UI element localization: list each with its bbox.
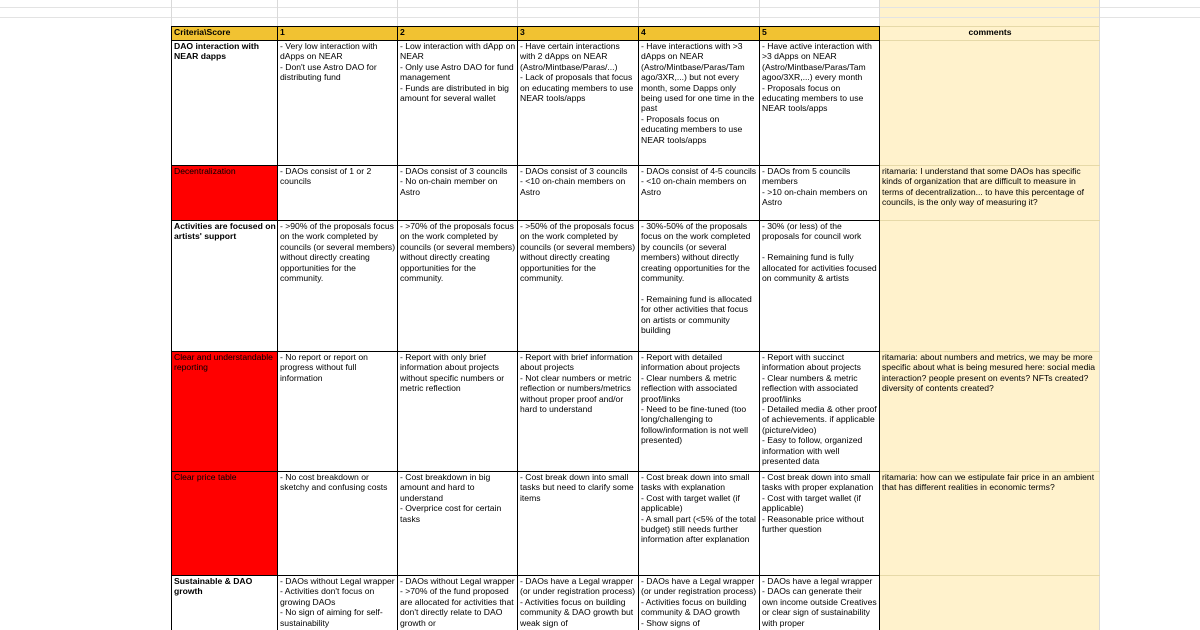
- cell-text-line: - Remaining fund is allocated for other activities that focus on artists or community building: [641, 293, 752, 336]
- cell-text-line: - DAOs without Legal wrapper: [400, 576, 515, 586]
- cell-text-line: - Cost break down into small tasks but need to clarify some items: [520, 472, 634, 503]
- score-cell[interactable]: [639, 352, 760, 472]
- header-score-cell[interactable]: 3: [518, 27, 639, 41]
- cell-text-line: - Cost breakdown in big amount and hard to understand: [400, 472, 491, 503]
- score-cell[interactable]: [518, 166, 639, 221]
- score-cell[interactable]: [398, 41, 518, 166]
- score-cell[interactable]: [639, 221, 760, 352]
- cell-text-line: - No report or report on progress without full information: [280, 352, 368, 383]
- score-cell[interactable]: [760, 576, 880, 630]
- rubric-row: [172, 166, 1100, 221]
- comment-cell[interactable]: [880, 576, 1100, 630]
- cell-text-line: - DAOs have a Legal wrapper (or under registration process): [520, 576, 636, 597]
- rubric-row: [172, 352, 1100, 472]
- cell-text-line: - Lack of proposals that focus on educating members to use NEAR tools/apps: [520, 72, 634, 104]
- cell-text-line: - 30% (or less) of the proposals for council work: [762, 221, 862, 242]
- rubric-table: [171, 26, 1100, 630]
- score-cell[interactable]: [278, 352, 398, 472]
- score-cell[interactable]: [278, 221, 398, 352]
- cell-text-line: - A small part (<5% of the total budget) still needs further information after explanation: [641, 513, 756, 545]
- gridline: [879, 0, 880, 26]
- cell-text-line: - DAOs can generate their own income outside Creatives or clear sign of sustainability with proper: [762, 586, 877, 628]
- cell-text-line: - Report with detailed information about projects: [641, 352, 740, 373]
- gridline: [1099, 0, 1100, 26]
- cell-text-line: [641, 283, 758, 293]
- cell-text-line: - Need to be fine-tuned (too long/challenging to follow/information is not well presented): [641, 404, 748, 446]
- score-cell[interactable]: [760, 472, 880, 576]
- cell-text-line: - Proposals focus on educating members to use NEAR tools/apps: [762, 82, 864, 114]
- score-cell[interactable]: [639, 41, 760, 166]
- cell-text-line: - Only use Astro DAO for fund management: [400, 61, 514, 83]
- score-cell[interactable]: [278, 576, 398, 630]
- comment-cell[interactable]: ritamaria: how can we estipulate fair price in an ambient that has different realities in economic terms?: [880, 472, 1100, 576]
- cell-text-line: - Cost break down into small tasks with proper explanation: [762, 472, 874, 493]
- cell-text-line: - >70% of the proposals focus on the work completed by councils (or several members) without directly creating opportunities for the community.: [400, 221, 516, 284]
- cell-text-line: - Show signs of: [641, 617, 700, 628]
- cell-text-line: - Cost break down into small tasks with explanation: [641, 472, 750, 493]
- header-score-cell[interactable]: 5: [760, 27, 880, 41]
- cell-text-line: - Report with only brief information about projects without specific numbers or metric reflection: [400, 352, 505, 394]
- score-cell[interactable]: [760, 166, 880, 221]
- cell-text-line: - DAOs consist of 1 or 2 councils: [280, 166, 372, 187]
- cell-text-line: - >10 on-chain members on Astro: [762, 186, 868, 208]
- cell-text-line: - Report with brief information about projects: [520, 352, 633, 373]
- cell-text-line: - Overprice cost for certain tasks: [400, 503, 502, 524]
- cell-text-line: - DAOs consist of 3 councils: [400, 166, 508, 176]
- score-cell[interactable]: [760, 221, 880, 352]
- cell-text-line: - DAOs have a legal wrapper: [762, 576, 873, 586]
- header-score-cell[interactable]: 1: [278, 27, 398, 41]
- comment-cell[interactable]: [880, 221, 1100, 352]
- score-cell[interactable]: [639, 576, 760, 630]
- score-cell[interactable]: [278, 166, 398, 221]
- score-cell[interactable]: [518, 576, 639, 630]
- cell-text-line: - Activities focus on building community & DAO growth: [641, 596, 747, 618]
- score-cell[interactable]: [518, 472, 639, 576]
- rubric-row: [172, 472, 1100, 576]
- score-cell[interactable]: [398, 576, 518, 630]
- comment-cell[interactable]: [880, 41, 1100, 166]
- comments-column-band: [880, 0, 1099, 26]
- header-criteria-cell[interactable]: Criteria\Score: [172, 27, 278, 41]
- score-cell[interactable]: [398, 221, 518, 352]
- score-cell[interactable]: [398, 166, 518, 221]
- cell-text-line: - 30%-50% of the proposals focus on the work completed by councils (or several members) without directly creating opportunities for the community.: [641, 221, 751, 284]
- rubric-row: [172, 576, 1100, 630]
- cell-text-line: - No cost breakdown or sketchy and confusing costs: [280, 472, 388, 493]
- cell-text-line: - Reasonable price without further question: [762, 513, 864, 535]
- cell-text-line: - DAOs consist of 4-5 councils: [641, 166, 757, 176]
- score-cell[interactable]: [639, 166, 760, 221]
- score-cell[interactable]: [398, 352, 518, 472]
- score-cell[interactable]: [518, 41, 639, 166]
- rubric-row: [172, 41, 1100, 166]
- cell-text-line: - DAOs have a Legal wrapper (or under registration process): [641, 576, 757, 597]
- cell-text-line: - Cost with target wallet (if applicable): [641, 492, 740, 514]
- cell-text-line: - Clear numbers & metric reflection with associated proof/links: [762, 372, 859, 404]
- gridline: [397, 0, 398, 26]
- criteria-cell[interactable]: Clear and understandable reporting: [172, 352, 278, 472]
- gridline: [277, 0, 278, 26]
- criteria-cell[interactable]: Decentralization: [172, 166, 278, 221]
- cell-text-line: - Have certain interactions with 2 dApps on NEAR (Astro/Mintbase/Paras/...): [520, 41, 620, 72]
- header-row: [172, 27, 1100, 41]
- cell-text-line: - >50% of the proposals focus on the work completed by councils (or several members) without directly creating opportunities for the community.: [520, 221, 636, 284]
- cell-text-line: - Report with succinct information about projects: [762, 352, 861, 373]
- score-cell[interactable]: [518, 352, 639, 472]
- cell-text-line: - No on-chain member on Astro: [400, 176, 498, 197]
- cell-text-line: - No sign of aiming for self-sustainability: [280, 607, 383, 628]
- score-cell[interactable]: [398, 472, 518, 576]
- cell-text-line: - <10 on-chain members on Astro: [641, 176, 747, 197]
- cell-text-line: - Low interaction with dApp on NEAR: [400, 41, 516, 62]
- gridline: [0, 7, 1200, 8]
- header-score-cell[interactable]: 2: [398, 27, 518, 41]
- rubric-row: [172, 221, 1100, 352]
- cell-text-line: [762, 242, 878, 252]
- cell-text-line: - <10 on-chain members on Astro: [520, 176, 626, 197]
- cell-text-line: - Have active interaction with >3 dApps on NEAR (Astro/Mintbase/Paras/Tam agoo/3XR,...) every month: [762, 41, 872, 83]
- cell-text-line: - Very low interaction with dApps on NEAR: [280, 41, 378, 62]
- gridline: [638, 0, 639, 26]
- cell-text-line: - Proposals focus on educating members to use NEAR tools/apps: [641, 113, 743, 145]
- comment-cell[interactable]: ritamaria: about numbers and metrics, we may be more specific about what is being mesured here: social media interaction? people present on events? NFTs created? diversity of contents created?: [880, 352, 1100, 472]
- cell-text-line: - Clear numbers & metric reflection with associated proof/links: [641, 372, 738, 404]
- cell-text-line: - Easy to follow, organized information with well presented data: [762, 435, 863, 467]
- cell-text-line: - Cost with target wallet (if applicable): [762, 492, 861, 514]
- score-cell[interactable]: [278, 472, 398, 576]
- criteria-cell[interactable]: Clear price table: [172, 472, 278, 576]
- cell-text-line: - Remaining fund is fully allocated for activities focused on community & artists: [762, 252, 877, 284]
- cell-text-line: - >70% of the fund proposed are allocated for activities that don't directly relate to DAO growth or: [400, 586, 514, 628]
- cell-text-line: - Activities focus on building community & DAO growth but weak sign of: [520, 596, 634, 628]
- cell-text-line: - >90% of the proposals focus on the work completed by councils (or several members) without directly creating opportunities for the community.: [280, 221, 396, 284]
- score-cell[interactable]: [518, 221, 639, 352]
- gridline: [759, 0, 760, 26]
- score-cell[interactable]: [639, 472, 760, 576]
- score-cell[interactable]: [760, 41, 880, 166]
- score-cell[interactable]: [278, 41, 398, 166]
- score-cell[interactable]: [760, 352, 880, 472]
- gridline: [517, 0, 518, 26]
- criteria-cell[interactable]: Sustainable & DAO growth: [172, 576, 278, 630]
- cell-text-line: - Detailed media & other proof of achievements. if applicable (picture/video): [762, 404, 877, 435]
- criteria-cell[interactable]: DAO interaction with NEAR dapps: [172, 41, 278, 166]
- cell-text-line: - DAOs without Legal wrapper: [280, 576, 395, 586]
- cell-text-line: - DAOs consist of 3 councils: [520, 166, 628, 176]
- criteria-cell[interactable]: Activities are focused on artists' support: [172, 221, 278, 352]
- cell-text-line: - DAOs from 5 councils members: [762, 166, 851, 187]
- gridline: [0, 17, 1200, 18]
- cell-text-line: - Funds are distributed in big amount for several wallet: [400, 82, 509, 104]
- cell-text-line: - Have interactions with >3 dApps on NEAR (Astro/Mintbase/Paras/Tam ago/3XR,...) but not every month, some Dapps only being used for one time in the past: [641, 41, 755, 114]
- header-score-cell[interactable]: 4: [639, 27, 760, 41]
- cell-text-line: - Not clear numbers or metric reflection or numbers/metrics without proper proof and/or hard to understand: [520, 372, 632, 415]
- header-comments-cell[interactable]: comments: [880, 27, 1100, 41]
- gridline: [171, 0, 172, 26]
- cell-text-line: - Activities don't focus on growing DAOs: [280, 586, 375, 607]
- cell-text-line: - Don't use Astro DAO for distributing fund: [280, 61, 377, 83]
- comment-cell[interactable]: ritamaria: I understand that some DAOs has specific kinds of organization that are difficult to measure in terms of decentralization... to have this percentage of councils, is the only way of measuring it?: [880, 166, 1100, 221]
